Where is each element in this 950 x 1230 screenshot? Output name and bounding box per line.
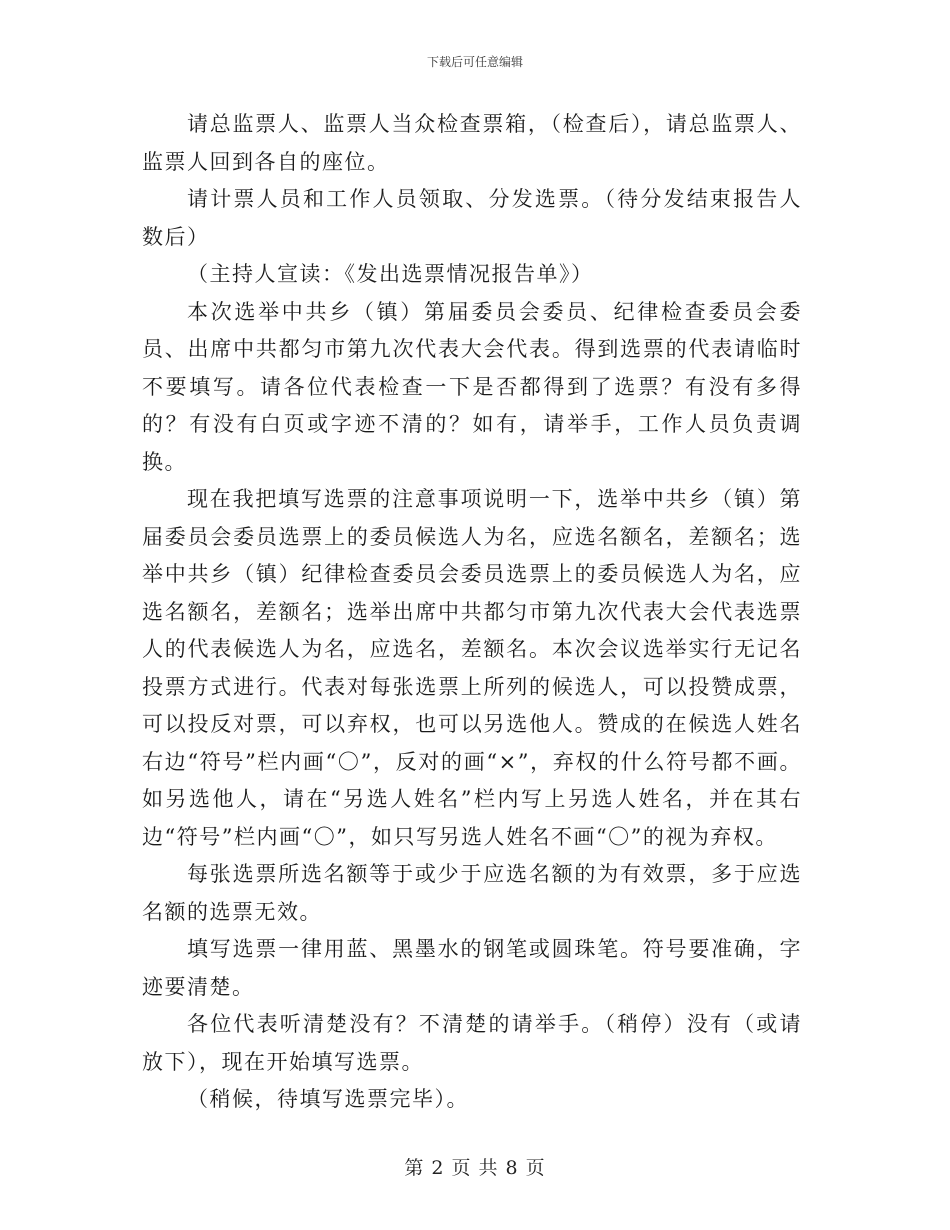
paragraph-4: 本次选举中共乡（镇）第届委员会委员、纪律检查委员会委员、出席中共都匀市第九次代表大会代表。得到选票的代表请临时不要填写。请各位代表检查一下是否都得到了选票？有没有多得的？有没有白页或字迹不清的？如有，请举手，工作人员负责调换。 [142, 299, 802, 474]
document-body [142, 106, 802, 1119]
header-note: 下载后可任意编辑 [426, 55, 523, 69]
page-number-footer: 第 2 页 共 8 页 [404, 1157, 546, 1179]
paragraph-5: 现在我把填写选票的注意事项说明一下，选举中共乡（镇）第届委员会委员选票上的委员候选人为名，应选名额名，差额名；选举中共乡（镇）纪律检查委员会委员选票上的委员候选人为名，应选名额名，差额名；选举出席中共都匀市第九次代表大会代表选票人的代表候选人为名，应选名，差额名。本次会议选举实行无记名投票方式进行。代表对每张选票上所列的候选人，可以投赞成票，可以投反对票，可以弃权，也可以另选他人。赞成的在候选人姓名右边“符号”栏内画“〇”，反对的画“×”，弃权的什么符号都不画。如另选他人，请在“另选人姓名”栏内写上另选人姓名，并在其右边“符号”栏内画“〇”，如只写另选人姓名不画“〇”的视为弃权。 [142, 487, 802, 849]
paragraph-9: （稍候，待填写选票完毕）。 [187, 1087, 469, 1111]
paragraph-6: 每张选票所选名额等于或少于应选名额的为有效票，多于应选名额的选票无效。 [142, 862, 802, 924]
paragraph-8: 各位代表听清楚没有？不清楚的请举手。（稍停）没有（或请放下），现在开始填写选票。 [142, 1012, 802, 1074]
paragraph-1: 请总监票人、监票人当众检查票箱，（检查后），请总监票人、监票人回到各自的座位。 [142, 112, 802, 174]
paragraph-3: （主持人宣读：《发出选票情况报告单》） [187, 262, 594, 286]
paragraph-2: 请计票人员和工作人员领取、分发选票。（待分发结束报告人数后） [142, 187, 802, 249]
paragraph-7: 填写选票一律用蓝、黑墨水的钢笔或圆珠笔。符号要准确，字迹要清楚。 [142, 937, 802, 999]
